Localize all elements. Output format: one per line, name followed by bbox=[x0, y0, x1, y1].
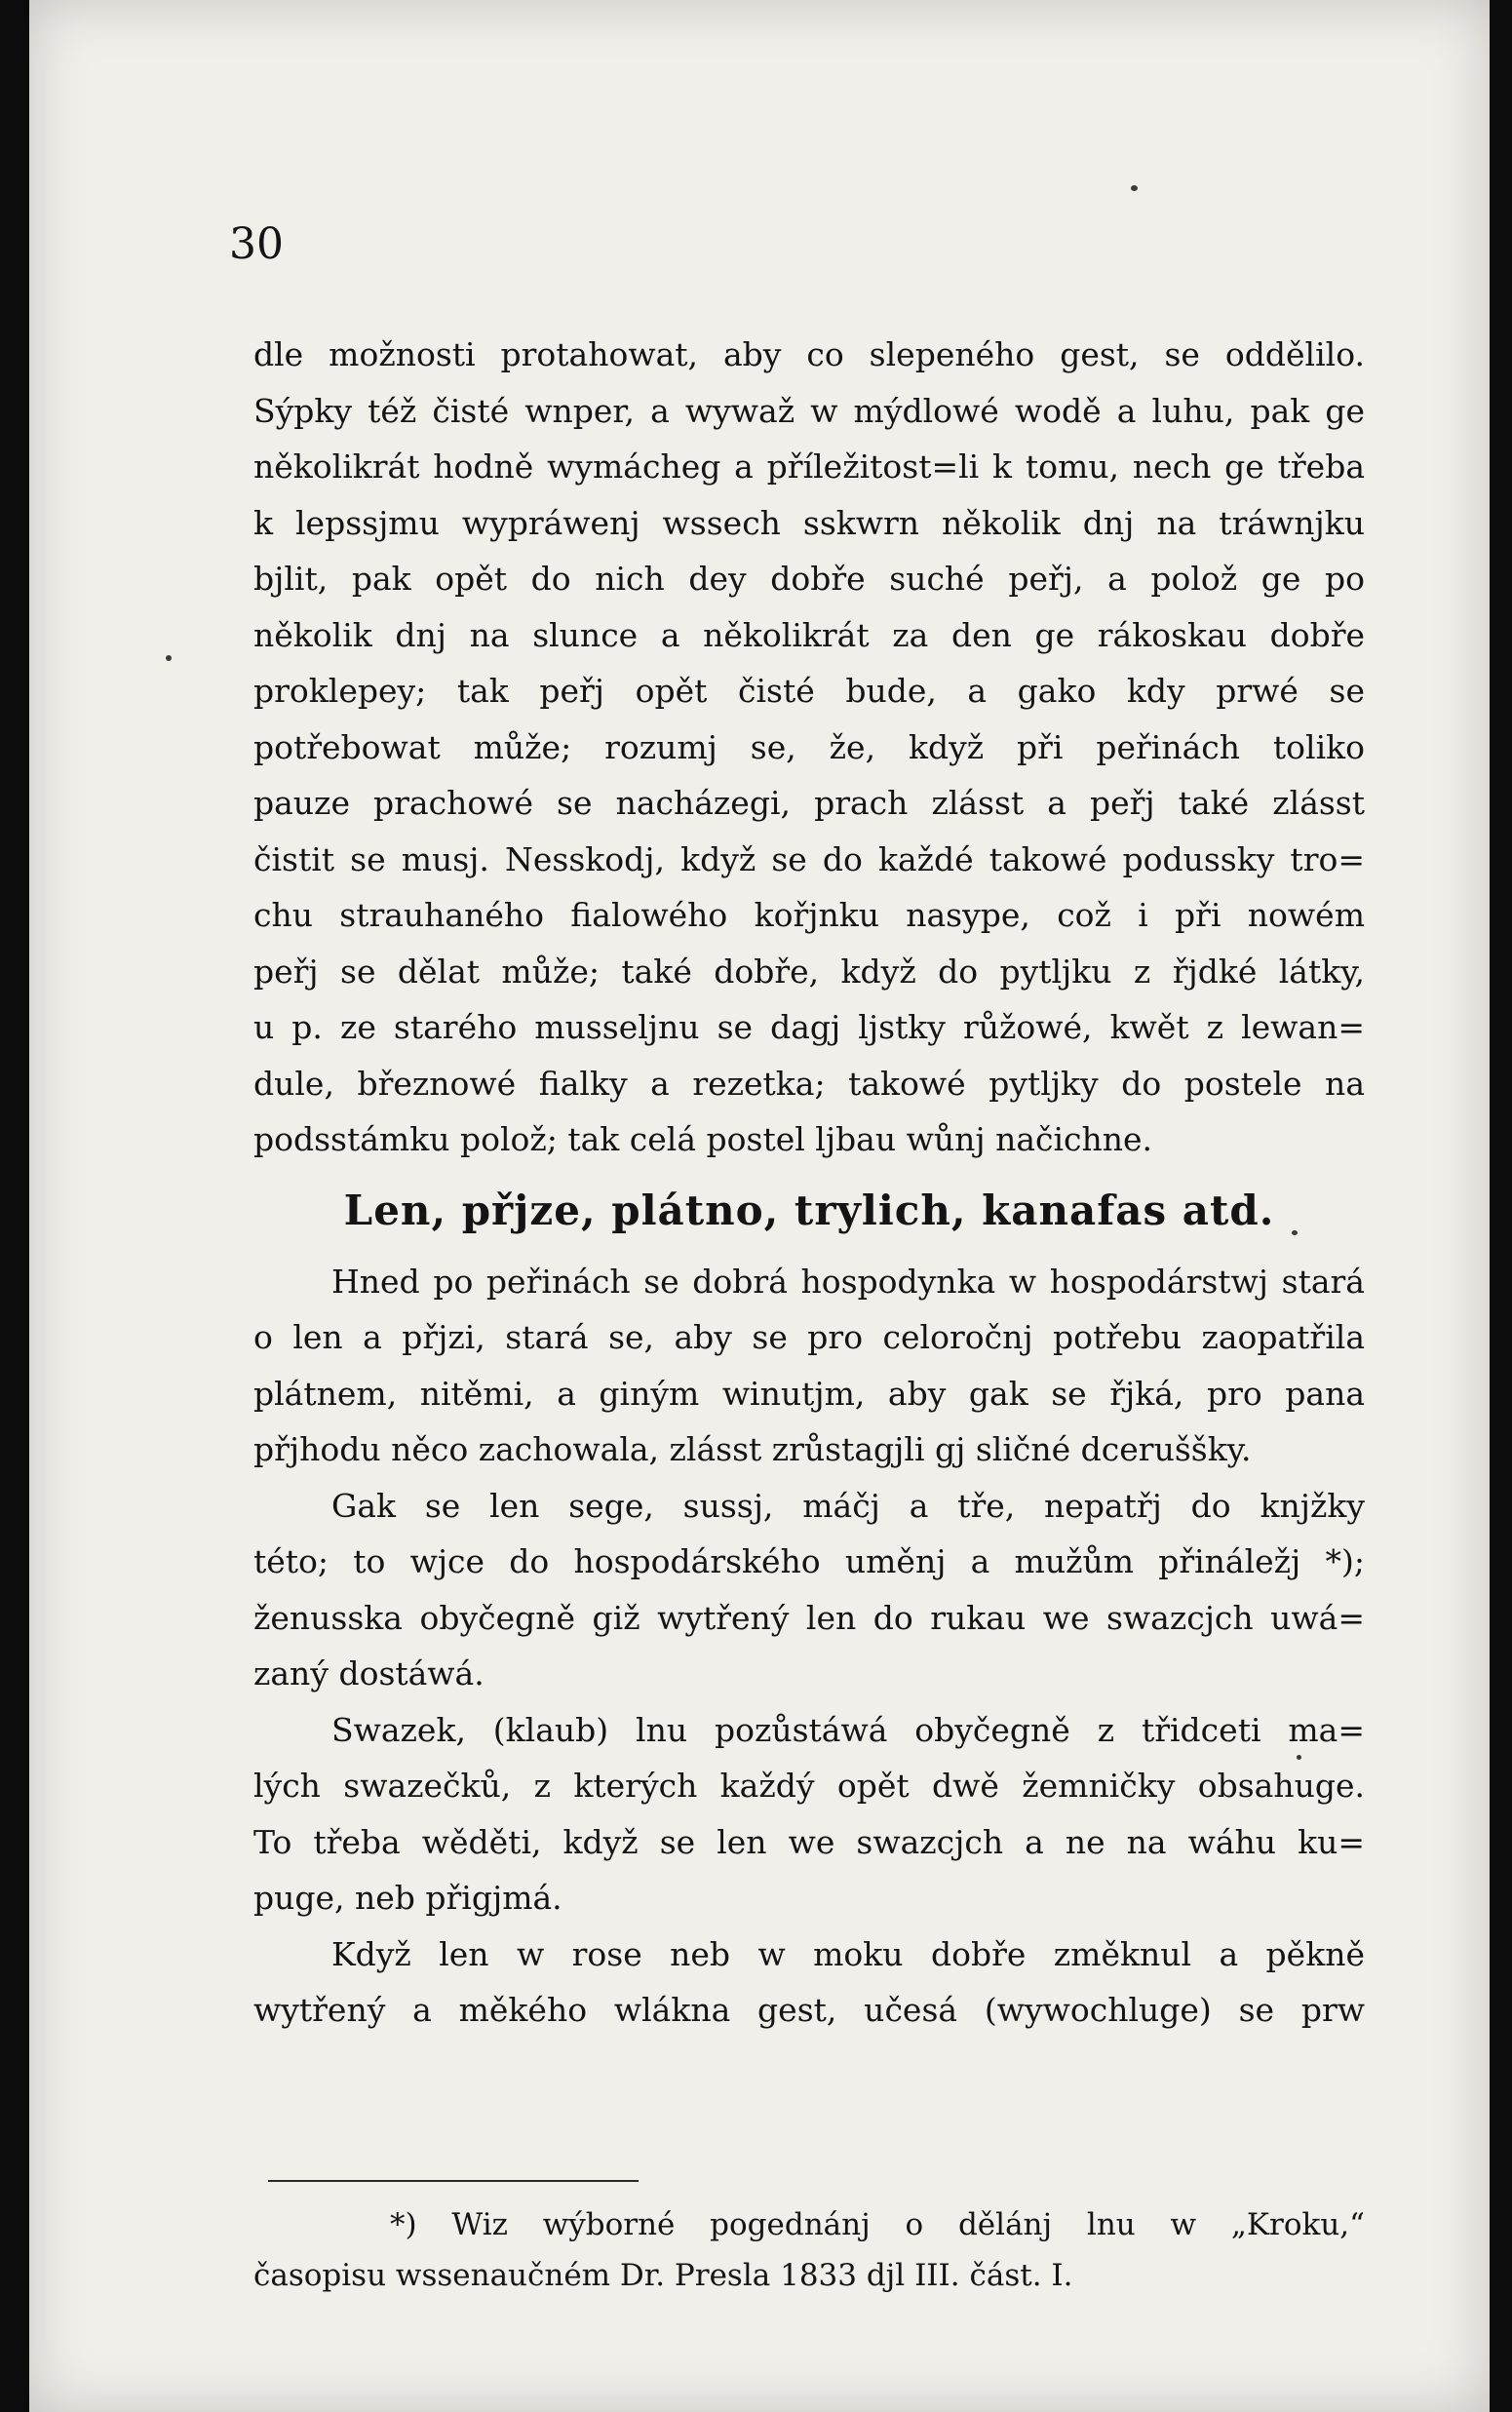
footnote-line: *) Wiz wýborné pogednánj o dělánj lnu w „Kroku,“ bbox=[390, 2207, 1365, 2242]
text-line: této; to wjce do hospodárského uměnj a mužům přináležj *); bbox=[253, 1542, 1365, 1580]
text-line: wytřený a měkého wlákna gest, učesá (wywochluge) se prw bbox=[253, 1991, 1365, 2029]
text-line: lých swazečků, z kterých každý opět dwě žemničky obsahuge. bbox=[253, 1767, 1365, 1805]
text-line: zaný dostáwá. bbox=[253, 1654, 485, 1692]
text-line: bjlit, pak opět do nich dey dobře suché peřj, a polož ge po bbox=[253, 560, 1365, 598]
text-line: Hned po peřinách se dobrá hospodynka w hospodárstwj stará bbox=[331, 1262, 1365, 1301]
footnote-line: časopisu wssenaučném Dr. Presla 1833 djl III. část. I. bbox=[253, 2258, 1073, 2293]
text-line: dle možnosti protahowat, aby co slepeného gest, se oddělilo. bbox=[253, 335, 1365, 373]
body-text bbox=[253, 327, 1365, 2039]
text-line: plátnem, nitěmi, a giným winutjm, aby gak se řjká, pro pana bbox=[253, 1374, 1365, 1413]
text-line: Sýpky též čisté wnper, a wywaž w mýdlowé wodě a luhu, pak ge bbox=[253, 391, 1365, 430]
page-number: 30 bbox=[229, 219, 284, 269]
text-line: To třeba wěděti, když se len we swazcjch a ne na wáhu ku= bbox=[253, 1822, 1365, 1861]
text-line: puge, neb přigjmá. bbox=[253, 1879, 562, 1917]
book-page bbox=[29, 0, 1490, 2412]
text-line: dule, březnowé fialky a rezetka; takowé pytljky do postele na bbox=[253, 1064, 1365, 1103]
paragraph-3 bbox=[253, 1478, 1365, 1702]
text-line: potřebowat může; rozumj se, že, když při peřinách toliko bbox=[253, 727, 1365, 766]
text-line: pauze prachowé se nacházegi, prach zlásst a peřj také zlásst bbox=[253, 784, 1365, 822]
paragraph-1 bbox=[253, 327, 1365, 1168]
footnote-divider bbox=[268, 2180, 639, 2182]
paper-speck bbox=[166, 655, 172, 661]
text-line: Swazek, (klaub) lnu pozůstáwá obyčegně z třidceti ma= bbox=[331, 1710, 1365, 1749]
text-line: podsstámku polož; tak celá postel ljbau wůnj načichne. bbox=[253, 1120, 1153, 1158]
text-line: proklepey; tak peřj opět čisté bude, a gako kdy prwé se bbox=[253, 672, 1365, 710]
text-line: peřj se dělat může; také dobře, když do pytljku z řjdké látky, bbox=[253, 952, 1365, 991]
paragraph-2 bbox=[253, 1254, 1365, 1478]
text-line: Když len w rose neb w moku dobře změknul a pěkně bbox=[331, 1934, 1365, 1973]
text-line: u p. ze starého musseljnu se dagj ljstky růžowé, kwět z lewan= bbox=[253, 1008, 1365, 1046]
text-line: chu strauhaného fialowého kořjnku nasype, což i při nowém bbox=[253, 896, 1365, 934]
section-heading: Len, přjze, plátno, trylich, kanafas atd. bbox=[343, 1186, 1275, 1234]
paragraph-4 bbox=[253, 1702, 1365, 1926]
text-line: k lepssjmu wypráwenj wssech sskwrn několik dnj na tráwnjku bbox=[253, 503, 1365, 542]
text-line: o len a přjzi, stará se, aby se pro celoročnj potřebu zaopatřila bbox=[253, 1318, 1365, 1356]
text-line: přjhodu něco zachowala, zlásst zrůstagjli gj sličné dceruššky. bbox=[253, 1430, 1252, 1468]
footnote bbox=[253, 2199, 1365, 2301]
text-line: Gak se len sege, sussj, máčj a tře, nepatřj do knjžky bbox=[331, 1486, 1365, 1525]
text-line: čistit se musj. Nesskodj, když se do každé takowé podussky tro= bbox=[253, 839, 1365, 878]
text-line: několik dnj na slunce a několikrát za den ge rákoskau dobře bbox=[253, 615, 1365, 654]
text-line: ženusska obyčegně giž wytřený len do rukau we swazcjch uwá= bbox=[253, 1598, 1365, 1637]
text-line: několikrát hodně wymácheg a příležitost=li k tomu, nech ge třeba bbox=[253, 447, 1365, 486]
paragraph-5 bbox=[253, 1926, 1365, 2039]
paper-speck bbox=[1131, 185, 1138, 191]
